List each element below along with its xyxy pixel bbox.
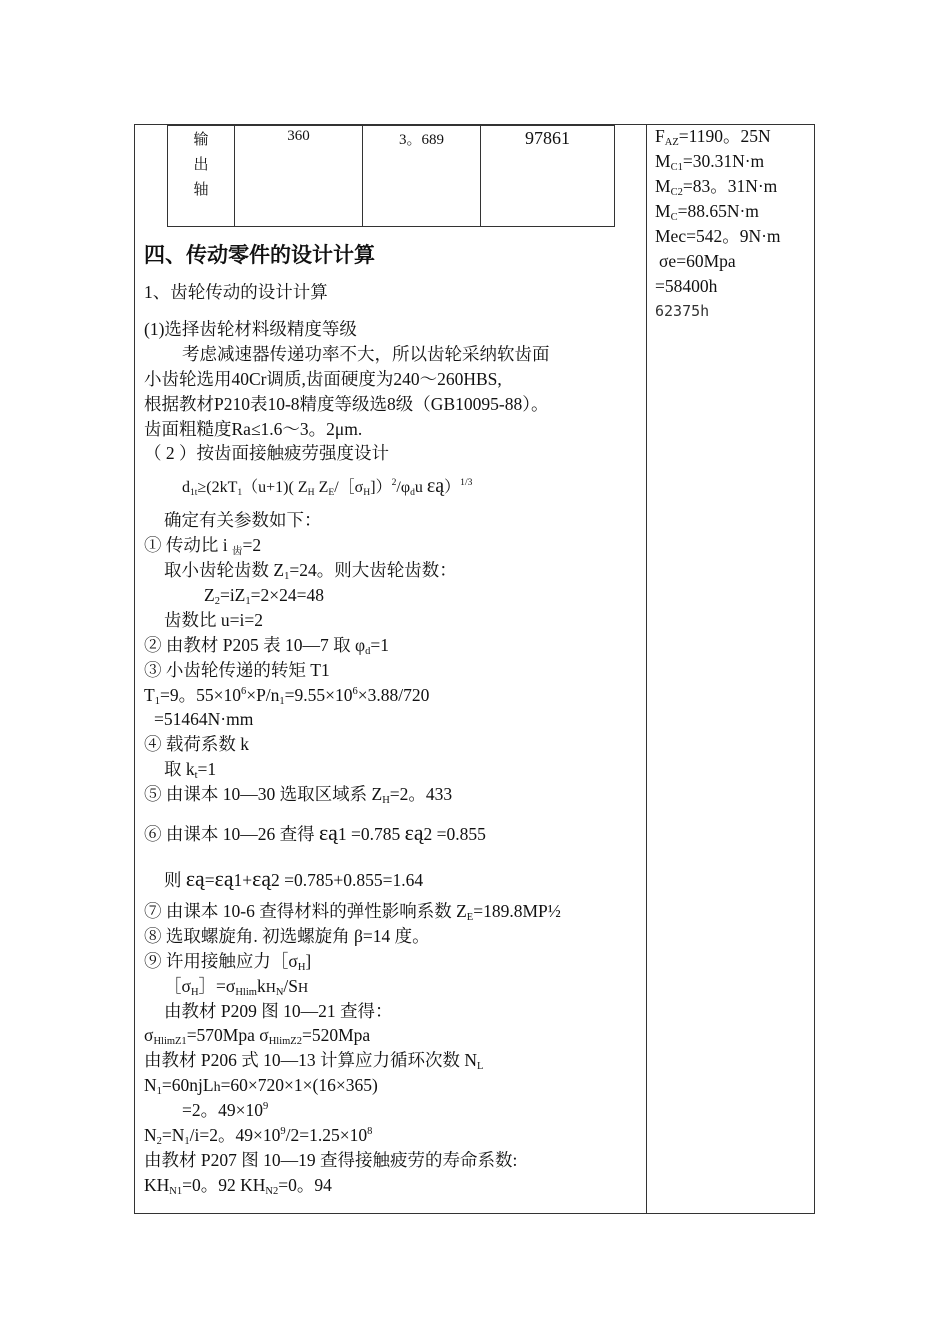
table-row: [168, 126, 615, 227]
param-line: 由教材 P206 式 10—13 计算应力循环次数 $N_L$: [144, 1050, 484, 1073]
design-formula: $d_{1t}\ge(2kT_1(u+1)$( $Z_H$ $Z_E/[\sigma_H])^2/\varphi_du$ εą）$^{1/3}$: [182, 475, 473, 499]
paragraph-line: 齿面粗糙度Ra≤1.6～3。2μm.: [144, 418, 363, 439]
paragraph-line: 确定有关参数如下：: [164, 510, 322, 531]
result-line: $M_{C2}=83$。31N·m: [655, 176, 778, 198]
param-line: =2。$49\times 10^9$: [182, 1100, 269, 1121]
param-line: ⑧ 选取螺旋角. 初选螺旋角 β=14 度。: [144, 925, 430, 946]
spacer: [144, 853, 639, 863]
param-line: $Z_2=iZ_1=2\times 24=48$: [204, 585, 324, 608]
name-char: 输: [193, 132, 209, 148]
result-line: $M_{C1}=30.31N\cdot m$: [655, 151, 765, 173]
result-line: $F_{AZ}=1190$。25N: [655, 126, 771, 148]
param-line: ③ 小齿轮传递的转矩 T1: [144, 659, 330, 680]
shaft-table: [167, 125, 615, 227]
param-line: ⑦ 由课本 10-6 查得材料的弹性影响系数 $Z_E=189.8MP\frac{1}{2}$: [144, 901, 561, 924]
paragraph-line: 考虑减速器传递功率不大，所以齿轮采纳软齿面: [182, 343, 550, 364]
result-line: Mec=542。9N·m: [655, 226, 781, 246]
name-char: 轴: [193, 182, 209, 198]
param-line: ④ 载荷系数 k: [144, 734, 249, 755]
param-line: 取 $k_t=1$: [164, 759, 217, 782]
table-cell-torque: 97861: [481, 126, 615, 227]
table-cell-speed: 360: [235, 126, 363, 227]
spacer: [144, 807, 639, 817]
param-line: 由教材 P209 图 10—21 查得：: [164, 1000, 393, 1021]
result-line: =58400h: [655, 276, 718, 296]
result-line: 62375h: [655, 302, 710, 320]
param-line: 由教材 P207 图 10—19 查得接触疲劳的寿命系数:: [144, 1149, 518, 1170]
param-line: 齿数比 u=i=2: [164, 609, 263, 630]
param-line: $\sigma_{HlimZ1}=570Mpa$ $\sigma_{HlimZ2}=520Mpa$: [144, 1025, 371, 1048]
param-line: ② 由教材 P205 表 10—7 取 $\varphi_d=1$: [144, 634, 389, 657]
table-cell-power: 3。689: [363, 126, 481, 227]
column-divider: [646, 124, 647, 1214]
result-line: $M_C=88.65N\cdot m$: [655, 201, 759, 223]
param-line: ⑨ 许用接触应力$[\sigma_H$]: [144, 950, 312, 973]
param-line: ⑥ 由课本 10—26 查得 εą1 =0.785 εą2 =0.855: [144, 821, 486, 846]
result-line: σe=60Mpa: [659, 251, 736, 271]
step2-title: （ 2 ）按齿面接触疲劳强度设计: [144, 443, 389, 464]
subsection-title: 1、齿轮传动的设计计算: [144, 282, 328, 302]
param-line: =51464N·mm: [154, 709, 254, 730]
paragraph-line: 小齿轮选用40Cr调质,齿面硬度为240～260HBS,: [144, 368, 502, 389]
section-title: 四、传动零件的设计计算: [144, 243, 375, 267]
step1-title: (1)选择齿轮材料级精度等级: [144, 319, 357, 339]
param-line: 取小齿轮齿数 $Z_1=24$。则大齿轮齿数：: [164, 560, 457, 583]
paragraph-line: 根据教材P210表10-8精度等级选8级（GB10095-88）。: [144, 393, 549, 414]
param-line: 则 εą=εą1+εą2 =0.785+0.855=1.64: [164, 867, 424, 892]
name-char: 出: [193, 157, 209, 173]
param-line: ⑤ 由课本 10—30 选取区域系 $Z_H=2$。433: [144, 784, 453, 807]
param-line: $N_1=60njLh=60\times 720\times 1\times(16\times 365)$: [144, 1075, 378, 1098]
param-line: $T_1=9$。$55\times 10^6\times P/n_1=9.55\times 10^6\times 3.88/720$: [144, 684, 430, 707]
main-column: [144, 238, 639, 1198]
param-line: $N_2=N_1/i=2$。$49\times 10^9/2=1.25\times 10^8$: [144, 1125, 373, 1148]
param-line: ① 传动比 i $_齿$=2: [144, 535, 262, 558]
results-column: [655, 124, 810, 324]
param-line: $[\sigma_H]=\sigma_{Hlim}kH_N/SH$: [164, 975, 309, 998]
param-line: $KH_{N1}=0$。92 $KH_{N2}=0$。94: [144, 1174, 332, 1197]
table-cell-name: [168, 126, 235, 227]
